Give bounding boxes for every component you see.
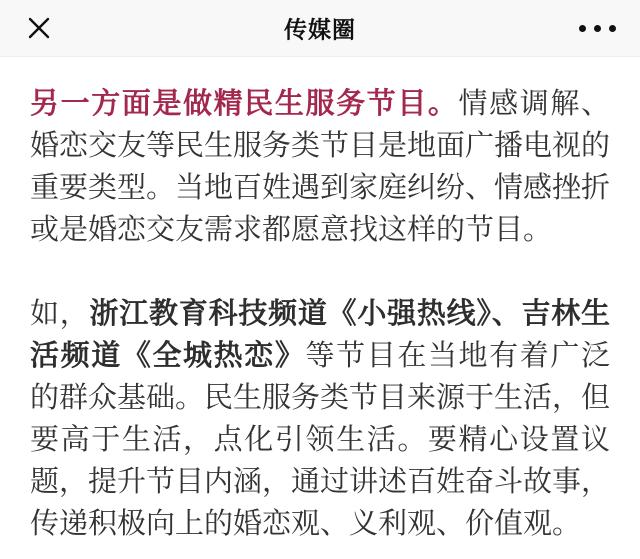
article-body [0,57,640,545]
paragraph [30,293,610,545]
text-segment: 等节目在当地有着广泛的群众基础。民生服务类节目来源于生活，但要高于生活，点化引领生活。要精心设置议题，提升节目内涵，通过讲述百姓奋斗故事，传递积极向上的婚恋观、义利观、价值观。 [30,340,611,540]
titlebar [0,0,640,57]
page-title: 传媒圈 [284,16,356,43]
paragraph [30,83,610,251]
emphasis-segment: 另一方面是做精民生服务节目。 [30,88,459,120]
close-icon [26,15,52,41]
text-segment: 如， [30,298,90,330]
close-button[interactable] [24,13,54,43]
ellipsis-icon [579,25,616,32]
text-segment: 情感调解、婚恋交友等民生服务类节目是地面广播电视的重要类型。当地百姓遇到家庭纠纷、情感挫折或是婚恋交友需求都愿意找这样的节目。 [30,88,611,246]
more-menu-button[interactable] [579,13,616,43]
emphasis-segment: 浙江教育科技频道《小强热线》、吉林生活频道《全城热恋》 [30,298,610,372]
